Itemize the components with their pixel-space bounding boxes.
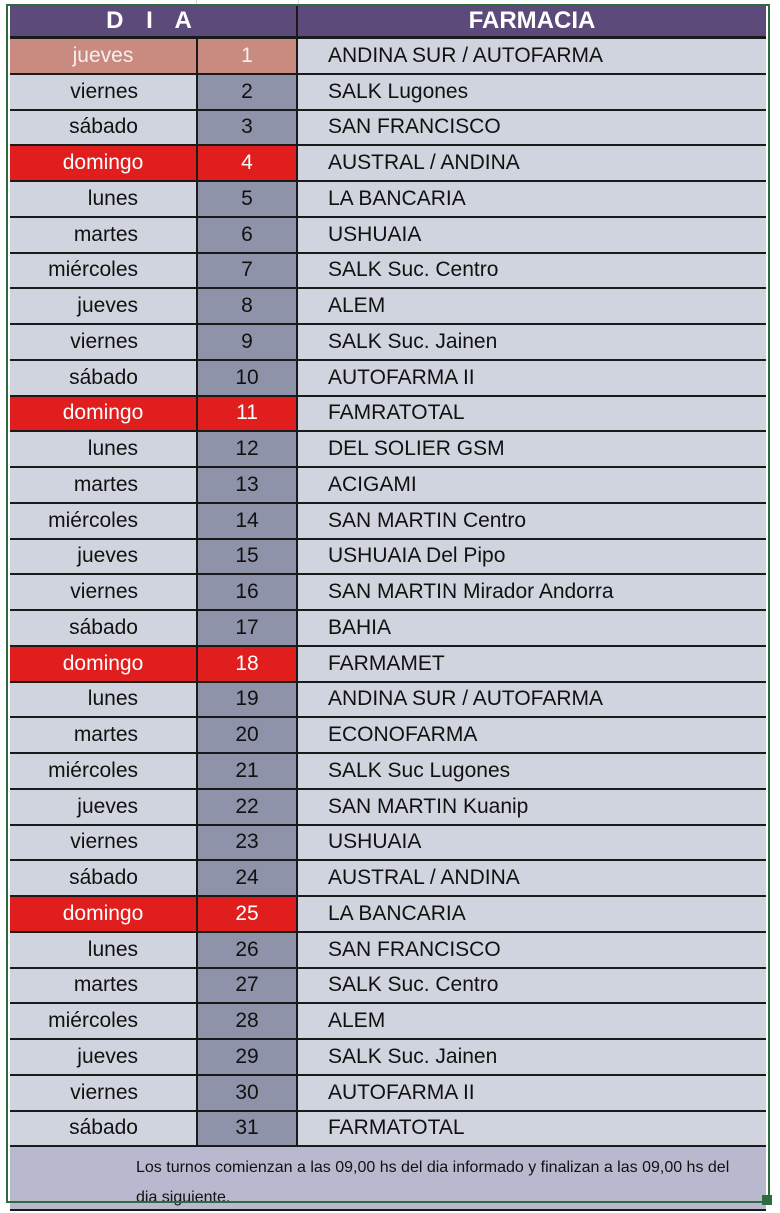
- date-cell[interactable]: 3: [198, 111, 298, 147]
- selection-frame: [6, 4, 770, 1203]
- date-cell[interactable]: 7: [198, 254, 298, 290]
- pharmacy-cell[interactable]: ECONOFARMA: [298, 718, 766, 754]
- fill-handle[interactable]: [762, 1195, 772, 1205]
- date-cell[interactable]: 31: [198, 1112, 298, 1148]
- day-cell[interactable]: jueves: [10, 1040, 198, 1076]
- day-cell[interactable]: jueves: [10, 39, 198, 75]
- day-cell[interactable]: martes: [10, 218, 198, 254]
- pharmacy-cell[interactable]: SAN MARTIN Kuanip: [298, 790, 766, 826]
- day-cell[interactable]: sábado: [10, 861, 198, 897]
- pharmacy-cell[interactable]: FARMAMET: [298, 647, 766, 683]
- date-cell[interactable]: 21: [198, 754, 298, 790]
- day-cell[interactable]: miércoles: [10, 504, 198, 540]
- pharmacy-cell[interactable]: SAN MARTIN Centro: [298, 504, 766, 540]
- day-cell[interactable]: viernes: [10, 826, 198, 862]
- day-cell[interactable]: lunes: [10, 182, 198, 218]
- pharmacy-cell[interactable]: LA BANCARIA: [298, 897, 766, 933]
- pharmacy-cell[interactable]: USHUAIA: [298, 218, 766, 254]
- date-cell[interactable]: 17: [198, 611, 298, 647]
- day-cell[interactable]: viernes: [10, 575, 198, 611]
- pharmacy-cell[interactable]: FAMRATOTAL: [298, 397, 766, 433]
- day-cell[interactable]: viernes: [10, 75, 198, 111]
- pharmacy-cell[interactable]: AUSTRAL / ANDINA: [298, 861, 766, 897]
- pharmacy-cell[interactable]: AUSTRAL / ANDINA: [298, 146, 766, 182]
- day-cell[interactable]: lunes: [10, 432, 198, 468]
- header-farmacia[interactable]: FARMACIA: [298, 6, 766, 39]
- day-cell[interactable]: viernes: [10, 1076, 198, 1112]
- date-cell[interactable]: 25: [198, 897, 298, 933]
- day-cell[interactable]: jueves: [10, 790, 198, 826]
- pharmacy-cell[interactable]: ALEM: [298, 1004, 766, 1040]
- date-cell[interactable]: 22: [198, 790, 298, 826]
- pharmacy-cell[interactable]: FARMATOTAL: [298, 1112, 766, 1148]
- pharmacy-cell[interactable]: ALEM: [298, 289, 766, 325]
- day-cell[interactable]: jueves: [10, 289, 198, 325]
- date-cell[interactable]: 26: [198, 933, 298, 969]
- date-cell[interactable]: 5: [198, 182, 298, 218]
- date-cell[interactable]: 11: [198, 397, 298, 433]
- pharmacy-cell[interactable]: USHUAIA Del Pipo: [298, 540, 766, 576]
- day-cell[interactable]: martes: [10, 718, 198, 754]
- pharmacy-cell[interactable]: USHUAIA: [298, 826, 766, 862]
- date-cell[interactable]: 15: [198, 540, 298, 576]
- day-cell[interactable]: martes: [10, 468, 198, 504]
- pharmacy-cell[interactable]: SALK Lugones: [298, 75, 766, 111]
- day-cell[interactable]: sábado: [10, 111, 198, 147]
- pharmacy-cell[interactable]: DEL SOLIER GSM: [298, 432, 766, 468]
- day-cell[interactable]: lunes: [10, 933, 198, 969]
- date-cell[interactable]: 23: [198, 826, 298, 862]
- date-cell[interactable]: 1: [198, 39, 298, 75]
- day-cell[interactable]: sábado: [10, 1112, 198, 1148]
- date-cell[interactable]: 18: [198, 647, 298, 683]
- pharmacy-cell[interactable]: SALK Suc Lugones: [298, 754, 766, 790]
- pharmacy-cell[interactable]: SALK Suc. Jainen: [298, 325, 766, 361]
- day-cell[interactable]: domingo: [10, 146, 198, 182]
- header-dia[interactable]: D I A: [10, 6, 298, 39]
- pharmacy-cell[interactable]: SAN MARTIN Mirador Andorra: [298, 575, 766, 611]
- pharmacy-cell[interactable]: SAN FRANCISCO: [298, 111, 766, 147]
- day-cell[interactable]: lunes: [10, 683, 198, 719]
- date-cell[interactable]: 10: [198, 361, 298, 397]
- date-cell[interactable]: 30: [198, 1076, 298, 1112]
- pharmacy-cell[interactable]: SALK Suc. Jainen: [298, 1040, 766, 1076]
- date-cell[interactable]: 29: [198, 1040, 298, 1076]
- day-cell[interactable]: sábado: [10, 361, 198, 397]
- day-cell[interactable]: martes: [10, 969, 198, 1005]
- day-cell[interactable]: miércoles: [10, 754, 198, 790]
- footer-note[interactable]: Los turnos comienzan a las 09,00 hs del dia informado y finalizan a las 09,00 hs del dia siguiente.: [10, 1147, 766, 1211]
- day-cell[interactable]: miércoles: [10, 254, 198, 290]
- day-cell[interactable]: domingo: [10, 397, 198, 433]
- pharmacy-cell[interactable]: AUTOFARMA II: [298, 1076, 766, 1112]
- date-cell[interactable]: 13: [198, 468, 298, 504]
- pharmacy-cell[interactable]: ACIGAMI: [298, 468, 766, 504]
- pharmacy-cell[interactable]: SALK Suc. Centro: [298, 969, 766, 1005]
- date-cell[interactable]: 16: [198, 575, 298, 611]
- date-cell[interactable]: 2: [198, 75, 298, 111]
- pharmacy-cell[interactable]: AUTOFARMA II: [298, 361, 766, 397]
- pharmacy-cell[interactable]: LA BANCARIA: [298, 182, 766, 218]
- date-cell[interactable]: 27: [198, 969, 298, 1005]
- day-cell[interactable]: jueves: [10, 540, 198, 576]
- date-cell[interactable]: 24: [198, 861, 298, 897]
- date-cell[interactable]: 20: [198, 718, 298, 754]
- date-cell[interactable]: 12: [198, 432, 298, 468]
- day-cell[interactable]: sábado: [10, 611, 198, 647]
- pharmacy-cell[interactable]: SAN FRANCISCO: [298, 933, 766, 969]
- day-cell[interactable]: viernes: [10, 325, 198, 361]
- date-cell[interactable]: 19: [198, 683, 298, 719]
- date-cell[interactable]: 4: [198, 146, 298, 182]
- pharmacy-cell[interactable]: SALK Suc. Centro: [298, 254, 766, 290]
- date-cell[interactable]: 14: [198, 504, 298, 540]
- pharmacy-cell[interactable]: ANDINA SUR / AUTOFARMA: [298, 683, 766, 719]
- date-cell[interactable]: 8: [198, 289, 298, 325]
- pharmacy-cell[interactable]: ANDINA SUR / AUTOFARMA: [298, 39, 766, 75]
- pharmacy-cell[interactable]: BAHIA: [298, 611, 766, 647]
- date-cell[interactable]: 6: [198, 218, 298, 254]
- day-cell[interactable]: domingo: [10, 897, 198, 933]
- day-cell[interactable]: domingo: [10, 647, 198, 683]
- date-cell[interactable]: 28: [198, 1004, 298, 1040]
- date-cell[interactable]: 9: [198, 325, 298, 361]
- day-cell[interactable]: miércoles: [10, 1004, 198, 1040]
